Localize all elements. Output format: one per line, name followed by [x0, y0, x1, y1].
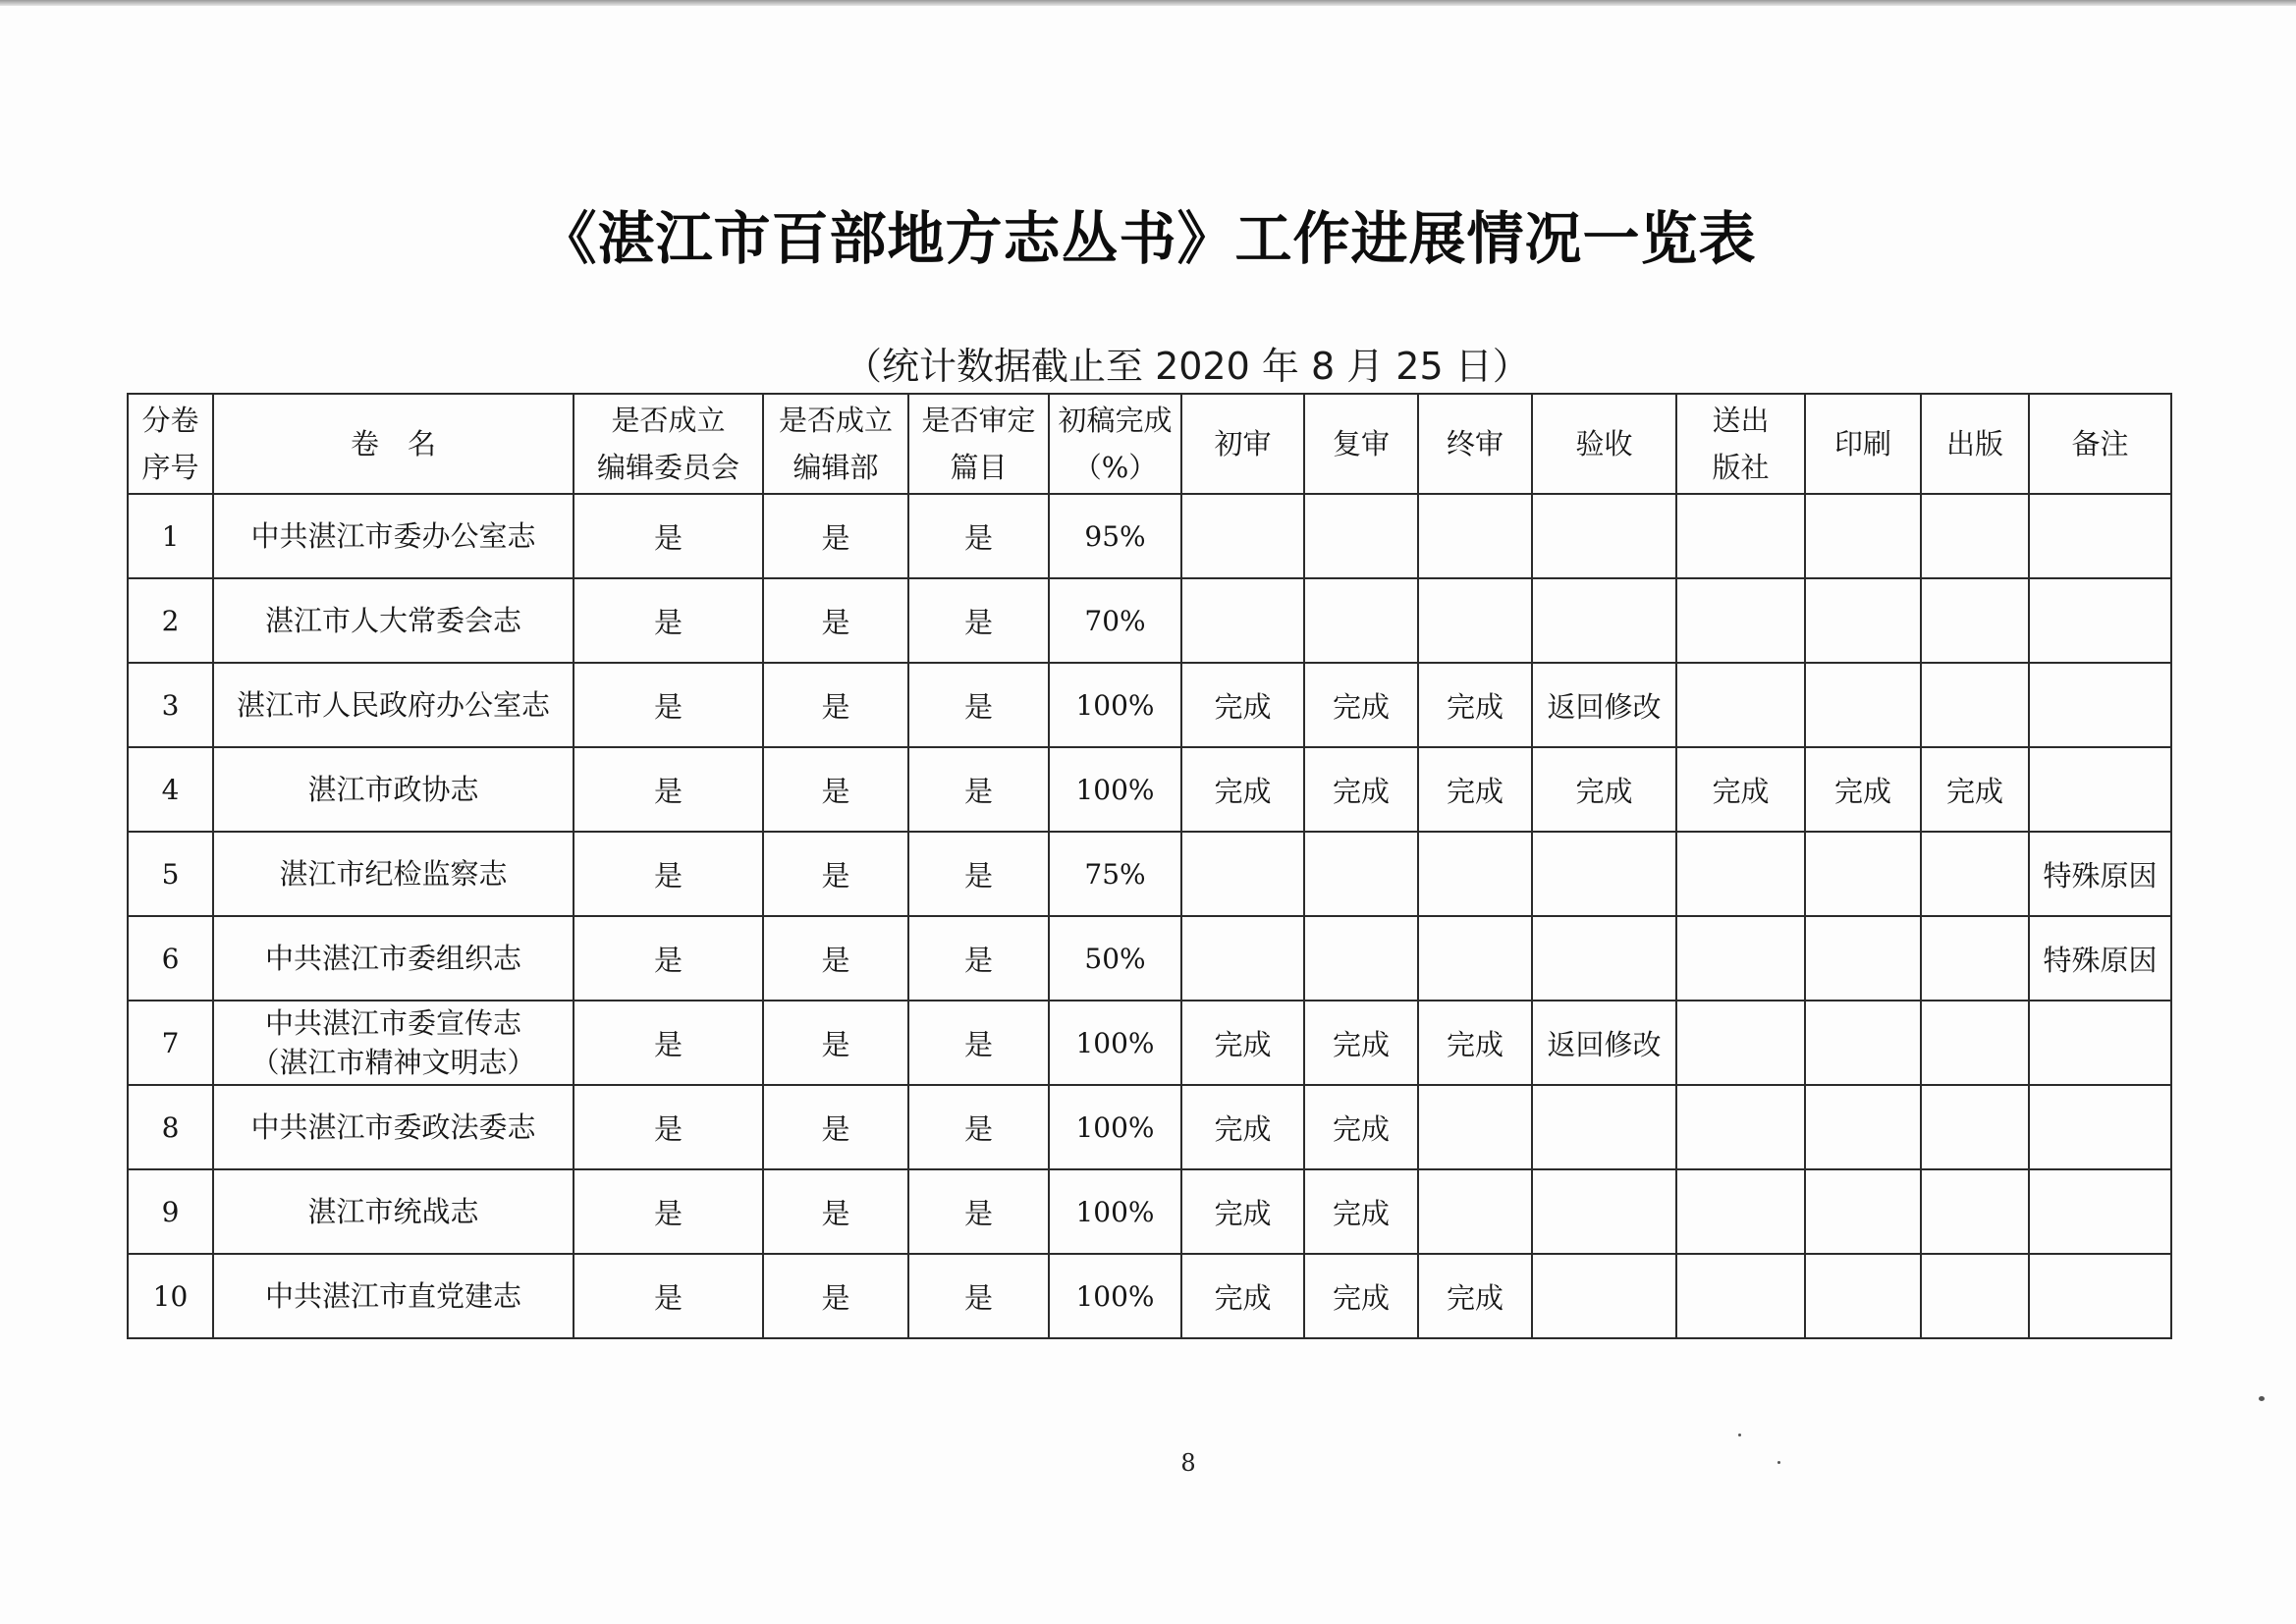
header-print: 印刷 — [1805, 394, 1921, 494]
dept-value: 是 — [821, 605, 850, 639]
cell-sent — [1676, 747, 1805, 832]
review1-value: 完成 — [1214, 1280, 1272, 1315]
table-row — [128, 494, 2171, 578]
cell-print — [1805, 494, 1921, 578]
scan-speck — [2259, 1396, 2265, 1401]
review2-value: 完成 — [1332, 1111, 1390, 1146]
cell-acceptance — [1532, 578, 1676, 663]
cell-print — [1805, 832, 1921, 916]
committee-value: 是 — [653, 1280, 683, 1315]
cell-review1 — [1181, 747, 1304, 832]
cell-draft — [1049, 1254, 1181, 1338]
committee-value: 是 — [653, 1111, 683, 1146]
header-name: 卷 名 — [213, 394, 574, 494]
cell-name — [213, 916, 574, 1001]
volume-name-line: 湛江市政协志 — [307, 773, 479, 806]
cell-acceptance — [1532, 1254, 1676, 1338]
cell-remarks — [2029, 578, 2171, 663]
header-committee: 是否成立 编辑委员会 — [574, 394, 763, 494]
cell-committee — [574, 494, 763, 578]
cell-seq — [128, 494, 213, 578]
cell-print — [1805, 747, 1921, 832]
cell-publish — [1921, 1169, 2029, 1254]
cell-name — [213, 1001, 574, 1085]
header-seq: 分卷 序号 — [128, 394, 213, 494]
cell-review2 — [1304, 663, 1418, 747]
cell-seq — [128, 916, 213, 1001]
cell-publish — [1921, 747, 2029, 832]
seq-value: 1 — [161, 520, 180, 553]
scan-speck — [1777, 1461, 1780, 1464]
cell-acceptance — [1532, 1169, 1676, 1254]
scan-speck — [1738, 1434, 1741, 1436]
cell-review3 — [1418, 578, 1532, 663]
cell-remarks — [2029, 1085, 2171, 1169]
outline-value: 是 — [963, 858, 993, 893]
committee-value: 是 — [653, 689, 683, 724]
committee-value: 是 — [653, 1027, 683, 1061]
cell-review1 — [1181, 832, 1304, 916]
cell-print — [1805, 1001, 1921, 1085]
volume-name-line: 湛江市纪检监察志 — [279, 857, 508, 891]
cell-review1 — [1181, 916, 1304, 1001]
acceptance-value: 返回修改 — [1547, 1027, 1662, 1061]
cell-remarks — [2029, 494, 2171, 578]
cell-dept — [763, 916, 908, 1001]
cell-draft — [1049, 578, 1181, 663]
draft-value: 95% — [1084, 520, 1146, 553]
cell-dept — [763, 578, 908, 663]
outline-value: 是 — [963, 605, 993, 639]
outline-value: 是 — [963, 943, 993, 977]
cell-sent — [1676, 663, 1805, 747]
cell-name — [213, 747, 574, 832]
header-dept: 是否成立 编辑部 — [763, 394, 908, 494]
cell-seq — [128, 1169, 213, 1254]
seq-value: 9 — [161, 1196, 180, 1228]
cell-acceptance — [1532, 747, 1676, 832]
cell-seq — [128, 1085, 213, 1169]
committee-value: 是 — [653, 858, 683, 893]
cell-committee — [574, 1169, 763, 1254]
cell-seq — [128, 578, 213, 663]
review2-value: 完成 — [1332, 774, 1390, 808]
seq-value: 6 — [161, 943, 180, 975]
cell-sent — [1676, 1169, 1805, 1254]
committee-value: 是 — [653, 943, 683, 977]
seq-value: 3 — [161, 689, 180, 722]
cell-name — [213, 1085, 574, 1169]
committee-value: 是 — [653, 774, 683, 808]
cell-committee — [574, 832, 763, 916]
table-body — [128, 494, 2171, 1338]
cell-outline — [908, 1085, 1049, 1169]
outline-value: 是 — [963, 1111, 993, 1146]
seq-value: 5 — [161, 858, 180, 891]
cell-review3 — [1418, 1001, 1532, 1085]
review3-value: 完成 — [1446, 1027, 1503, 1061]
table-row — [128, 1001, 2171, 1085]
cell-outline — [908, 663, 1049, 747]
outline-value: 是 — [963, 520, 993, 555]
cell-review3 — [1418, 663, 1532, 747]
acceptance-value: 返回修改 — [1547, 689, 1662, 724]
cell-review1 — [1181, 1085, 1304, 1169]
review3-value: 完成 — [1446, 774, 1503, 808]
header-sent: 送出 版社 — [1676, 394, 1805, 494]
cell-review2 — [1304, 578, 1418, 663]
document-title: 《湛江市百部地方志丛书》工作进展情况一览表 — [539, 205, 1757, 272]
review2-value: 完成 — [1332, 1196, 1390, 1230]
cell-acceptance — [1532, 832, 1676, 916]
draft-value: 100% — [1075, 1280, 1155, 1313]
draft-value: 100% — [1075, 1027, 1155, 1059]
document-subtitle: （统计数据截止至 2020 年 8 月 25 日） — [845, 345, 1530, 388]
outline-value: 是 — [963, 1280, 993, 1315]
cell-remarks — [2029, 916, 2171, 1001]
print-value: 完成 — [1833, 774, 1891, 808]
cell-committee — [574, 747, 763, 832]
cell-outline — [908, 832, 1049, 916]
outline-value: 是 — [963, 1196, 993, 1230]
cell-acceptance — [1532, 494, 1676, 578]
cell-draft — [1049, 663, 1181, 747]
cell-dept — [763, 1169, 908, 1254]
cell-seq — [128, 663, 213, 747]
draft-value: 50% — [1084, 943, 1146, 975]
cell-review3 — [1418, 747, 1532, 832]
cell-remarks — [2029, 663, 2171, 747]
cell-review2 — [1304, 1169, 1418, 1254]
cell-sent — [1676, 494, 1805, 578]
draft-value: 100% — [1075, 1196, 1155, 1228]
review1-value: 完成 — [1214, 689, 1272, 724]
dept-value: 是 — [821, 1027, 850, 1061]
header-review1: 初审 — [1181, 394, 1304, 494]
draft-value: 100% — [1075, 1111, 1155, 1144]
cell-review3 — [1418, 1169, 1532, 1254]
review2-value: 完成 — [1332, 1027, 1390, 1061]
table-header-row — [128, 394, 2171, 494]
cell-review1 — [1181, 1001, 1304, 1085]
progress-table — [127, 393, 2172, 1339]
header-outline: 是否审定 篇目 — [908, 394, 1049, 494]
committee-value: 是 — [653, 520, 683, 555]
cell-sent — [1676, 1001, 1805, 1085]
cell-publish — [1921, 1254, 2029, 1338]
cell-review2 — [1304, 1254, 1418, 1338]
cell-review2 — [1304, 494, 1418, 578]
volume-name-line: 湛江市人大常委会志 — [264, 604, 521, 637]
draft-value: 70% — [1084, 605, 1146, 637]
cell-remarks — [2029, 1254, 2171, 1338]
cell-name — [213, 1254, 574, 1338]
cell-name — [213, 1169, 574, 1254]
cell-print — [1805, 578, 1921, 663]
scan-top-edge — [0, 0, 2296, 6]
cell-draft — [1049, 1001, 1181, 1085]
table-row — [128, 578, 2171, 663]
cell-sent — [1676, 916, 1805, 1001]
header-draft: 初稿完成 （%） — [1049, 394, 1181, 494]
cell-committee — [574, 1254, 763, 1338]
cell-draft — [1049, 1169, 1181, 1254]
volume-name-line: （湛江市精神文明志） — [250, 1046, 536, 1079]
dept-value: 是 — [821, 689, 850, 724]
cell-review3 — [1418, 1085, 1532, 1169]
cell-remarks — [2029, 747, 2171, 832]
cell-name — [213, 494, 574, 578]
dept-value: 是 — [821, 858, 850, 893]
cell-committee — [574, 578, 763, 663]
cell-dept — [763, 1085, 908, 1169]
cell-acceptance — [1532, 1085, 1676, 1169]
committee-value: 是 — [653, 605, 683, 639]
seq-value: 2 — [161, 605, 180, 637]
cell-draft — [1049, 494, 1181, 578]
cell-seq — [128, 1254, 213, 1338]
cell-dept — [763, 1254, 908, 1338]
volume-name-line: 湛江市统战志 — [307, 1195, 479, 1228]
dept-value: 是 — [821, 1280, 850, 1315]
table-row — [128, 916, 2171, 1001]
outline-value: 是 — [963, 689, 993, 724]
volume-name-line: 中共湛江市委组织志 — [264, 942, 521, 975]
cell-outline — [908, 494, 1049, 578]
seq-value: 10 — [152, 1280, 189, 1313]
cell-seq — [128, 1001, 213, 1085]
cell-committee — [574, 663, 763, 747]
cell-review1 — [1181, 663, 1304, 747]
cell-publish — [1921, 663, 2029, 747]
cell-print — [1805, 1085, 1921, 1169]
review3-value: 完成 — [1446, 1280, 1503, 1315]
cell-sent — [1676, 578, 1805, 663]
cell-seq — [128, 747, 213, 832]
draft-value: 100% — [1075, 774, 1155, 806]
cell-review1 — [1181, 1169, 1304, 1254]
seq-value: 4 — [161, 774, 180, 806]
header-acceptance: 验收 — [1532, 394, 1676, 494]
cell-print — [1805, 1169, 1921, 1254]
acceptance-value: 完成 — [1575, 774, 1633, 808]
table-row — [128, 1169, 2171, 1254]
cell-review1 — [1181, 578, 1304, 663]
cell-dept — [763, 747, 908, 832]
publish-value: 完成 — [1945, 774, 2003, 808]
cell-draft — [1049, 747, 1181, 832]
table-row — [128, 663, 2171, 747]
cell-dept — [763, 1001, 908, 1085]
cell-committee — [574, 1085, 763, 1169]
cell-sent — [1676, 832, 1805, 916]
cell-acceptance — [1532, 663, 1676, 747]
cell-publish — [1921, 494, 2029, 578]
review1-value: 完成 — [1214, 1196, 1272, 1230]
cell-outline — [908, 916, 1049, 1001]
outline-value: 是 — [963, 774, 993, 808]
cell-print — [1805, 916, 1921, 1001]
cell-dept — [763, 494, 908, 578]
page-number: 8 — [1180, 1449, 1196, 1477]
cell-review2 — [1304, 916, 1418, 1001]
header-publish: 出版 — [1921, 394, 2029, 494]
table-row — [128, 1085, 2171, 1169]
volume-name-line: 中共湛江市委办公室志 — [250, 519, 536, 553]
cell-review2 — [1304, 1085, 1418, 1169]
dept-value: 是 — [821, 1196, 850, 1230]
dept-value: 是 — [821, 520, 850, 555]
cell-name — [213, 832, 574, 916]
cell-outline — [908, 1169, 1049, 1254]
table-row — [128, 832, 2171, 916]
cell-remarks — [2029, 1169, 2171, 1254]
cell-review2 — [1304, 832, 1418, 916]
cell-committee — [574, 916, 763, 1001]
cell-publish — [1921, 1001, 2029, 1085]
dept-value: 是 — [821, 943, 850, 977]
header-remarks: 备注 — [2029, 394, 2171, 494]
cell-publish — [1921, 1085, 2029, 1169]
seq-value: 8 — [161, 1111, 180, 1144]
cell-acceptance — [1532, 1001, 1676, 1085]
cell-remarks — [2029, 832, 2171, 916]
review2-value: 完成 — [1332, 689, 1390, 724]
cell-publish — [1921, 916, 2029, 1001]
remarks-value: 特殊原因 — [2043, 943, 2158, 977]
cell-review3 — [1418, 916, 1532, 1001]
committee-value: 是 — [653, 1196, 683, 1230]
cell-outline — [908, 1254, 1049, 1338]
review2-value: 完成 — [1332, 1280, 1390, 1315]
cell-seq — [128, 832, 213, 916]
cell-outline — [908, 747, 1049, 832]
seq-value: 7 — [161, 1027, 180, 1059]
cell-publish — [1921, 578, 2029, 663]
cell-acceptance — [1532, 916, 1676, 1001]
cell-name — [213, 663, 574, 747]
cell-review3 — [1418, 494, 1532, 578]
cell-remarks — [2029, 1001, 2171, 1085]
cell-committee — [574, 1001, 763, 1085]
cell-print — [1805, 1254, 1921, 1338]
cell-review2 — [1304, 1001, 1418, 1085]
dept-value: 是 — [821, 1111, 850, 1146]
cell-review1 — [1181, 494, 1304, 578]
table-row — [128, 1254, 2171, 1338]
volume-name-line: 湛江市人民政府办公室志 — [236, 688, 550, 722]
cell-sent — [1676, 1254, 1805, 1338]
cell-draft — [1049, 1085, 1181, 1169]
dept-value: 是 — [821, 774, 850, 808]
cell-sent — [1676, 1085, 1805, 1169]
cell-dept — [763, 663, 908, 747]
remarks-value: 特殊原因 — [2043, 858, 2158, 893]
volume-name-line: 中共湛江市委政法委志 — [250, 1110, 536, 1144]
table-row — [128, 747, 2171, 832]
sent-value: 完成 — [1712, 774, 1770, 808]
draft-value: 75% — [1084, 858, 1146, 891]
volume-name-line: 中共湛江市委宣传志 — [264, 1006, 521, 1040]
header-review3: 终审 — [1418, 394, 1532, 494]
draft-value: 100% — [1075, 689, 1155, 722]
cell-publish — [1921, 832, 2029, 916]
volume-name-line: 中共湛江市直党建志 — [264, 1279, 521, 1313]
cell-outline — [908, 578, 1049, 663]
header-review2: 复审 — [1304, 394, 1418, 494]
cell-review1 — [1181, 1254, 1304, 1338]
cell-print — [1805, 663, 1921, 747]
review3-value: 完成 — [1446, 689, 1503, 724]
review1-value: 完成 — [1214, 1027, 1272, 1061]
cell-outline — [908, 1001, 1049, 1085]
cell-name — [213, 578, 574, 663]
cell-draft — [1049, 916, 1181, 1001]
cell-dept — [763, 832, 908, 916]
review1-value: 完成 — [1214, 1111, 1272, 1146]
cell-review3 — [1418, 1254, 1532, 1338]
review1-value: 完成 — [1214, 774, 1272, 808]
outline-value: 是 — [963, 1027, 993, 1061]
cell-review2 — [1304, 747, 1418, 832]
cell-draft — [1049, 832, 1181, 916]
cell-review3 — [1418, 832, 1532, 916]
